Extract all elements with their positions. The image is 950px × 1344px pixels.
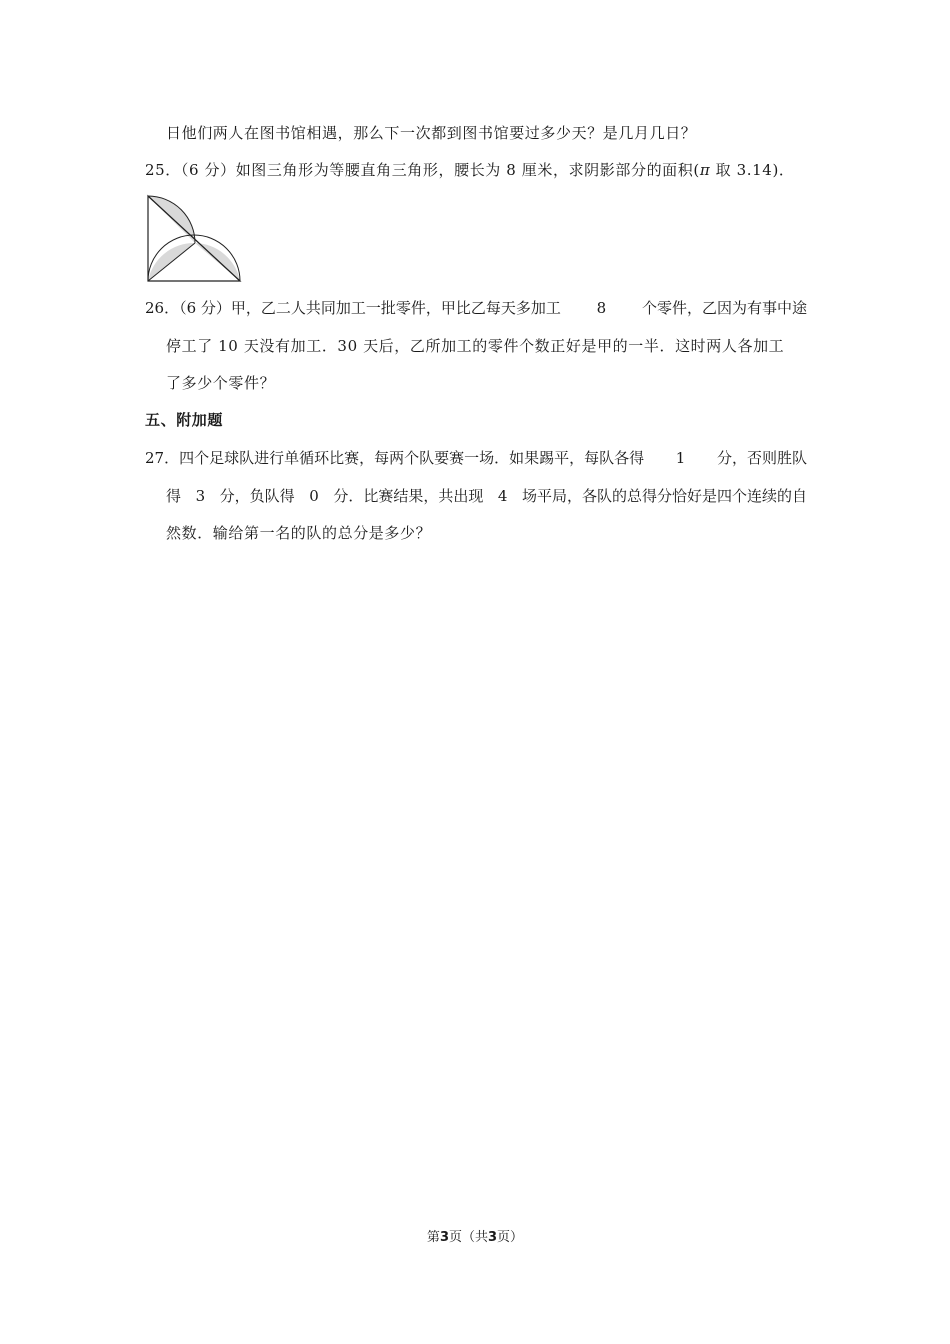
section-title-bonus: 五、附加题 — [145, 411, 224, 429]
footer-middle: 页（共 — [448, 1230, 488, 1245]
pi-symbol: π — [699, 161, 711, 179]
question-26-line2: 停工了 10 天没有加工．30 天后，乙所加工的零件个数正好是甲的一半．这时两人各加工 — [166, 337, 785, 355]
q26-segment: 个零件，乙因为有事中途 — [641, 299, 807, 317]
question-27-line1 — [145, 448, 807, 468]
q27-number: 1 — [675, 449, 686, 467]
question-27-line3: 然数．输给第一名的队的总分是多少？ — [166, 524, 432, 542]
question-25-text: （6 分）如图三角形为等腰直角三角形，腰长为 8 厘米，求阴影部分的面积( — [180, 161, 700, 179]
page-footer — [0, 1229, 950, 1247]
question-27-line2 — [166, 486, 807, 506]
triangle-semicircles-figure — [145, 193, 245, 285]
q27-number: 3 — [195, 487, 206, 505]
footer-suffix: 页） — [497, 1230, 524, 1245]
q27-segment: 27．四个足球队进行单循环比赛，每两个队要赛一场．如果踢平，每队各得 — [145, 449, 645, 467]
q27-number: 4 — [497, 487, 508, 505]
q27-segment: 分．比赛结果，共出现 — [333, 487, 484, 505]
q27-segment: 分，负队得 — [219, 487, 295, 505]
question-25-text-end: 取 3.14)． — [710, 161, 795, 179]
q26-segment: 26．（6 分）甲，乙二人共同加工一批零件，甲比乙每天多加工 — [145, 299, 561, 317]
footer-total-pages: 3 — [488, 1230, 498, 1245]
q27-segment: 分，否则胜队 — [716, 449, 807, 467]
question-25 — [145, 160, 795, 180]
q26-number-8: 8 — [596, 299, 607, 317]
q27-segment: 场平局，各队的总得分恰好是四个连续的自 — [521, 487, 807, 505]
question-26-line3: 了多少个零件？ — [166, 374, 276, 392]
q27-number: 0 — [309, 487, 319, 505]
question-24-continuation: 日他们两人在图书馆相遇，那么下一次都到图书馆要过多少天？是几月几日？ — [166, 124, 697, 142]
q27-segment: 得 — [166, 487, 182, 505]
lower-semicircle-diameter — [148, 243, 195, 281]
question-25-number: 25． — [145, 161, 181, 179]
footer-page-number: 3 — [439, 1230, 449, 1245]
question-26-line1 — [145, 298, 807, 318]
footer-prefix: 第 — [426, 1230, 440, 1245]
